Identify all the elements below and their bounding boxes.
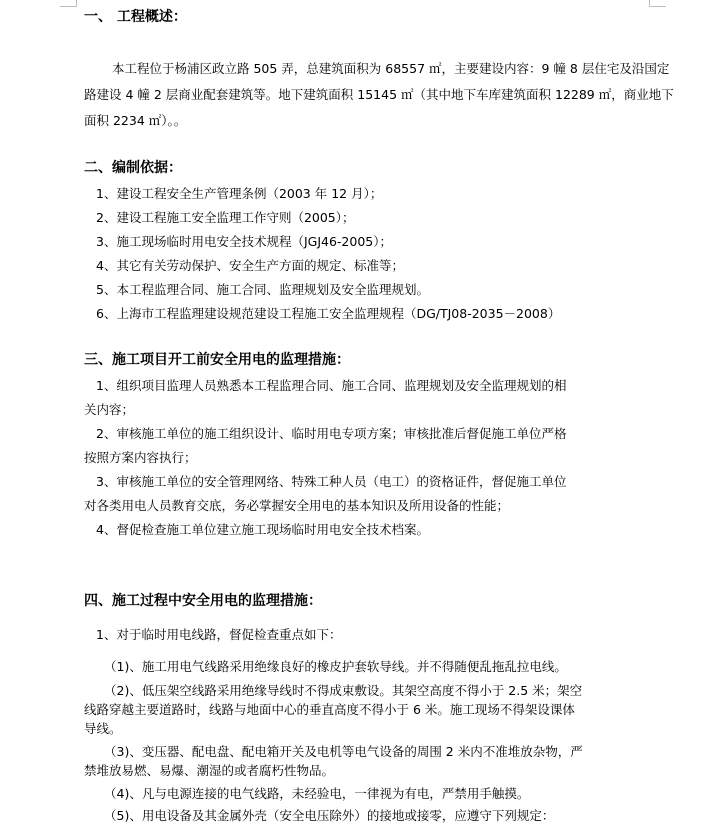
section4-line-1: 1、对于临时用电线路，督促检查重点如下：	[96, 627, 342, 642]
section2-item-6: 6、上海市工程监理建设规范建设工程施工安全监理规程（DG/TJ08-2035－2008）	[96, 306, 561, 321]
section4-line-6: （3)、变压器、配电盘、配电箱开关及电机等电气设备的周围 2 米内不准堆放杂物，严	[104, 744, 583, 759]
section4-line-2: （1)、施工用电气线路采用绝缘良好的橡皮护套软导线。并不得随便乱拖乱拉电线。	[104, 659, 567, 674]
section4-line-8: （4)、凡与电源连接的电气线路，未经验电，一律视为有电，严禁用手触摸。	[104, 786, 530, 801]
section1-line-2: 路建设 4 幢 2 层商业配套建筑等。地下建筑面积 15145 ㎡（其中地下车库建筑面积 12289 ㎡，商业地下	[84, 87, 674, 102]
section2-item-4: 4、其它有关劳动保护、安全生产方面的规定、标准等；	[96, 258, 404, 273]
section3-line-2: 关内容；	[84, 402, 135, 417]
section4-line-5: 导线。	[84, 721, 122, 736]
section2-item-1: 1、建设工程安全生产管理条例（2003 年 12 月）；	[96, 186, 383, 201]
section2-item-3: 3、施工现场临时用电安全技术规程（JGJ46-2005）；	[96, 234, 392, 249]
section3-line-3: 2、审核施工单位的施工组织设计、临时用电专项方案；审核批准后督促施工单位严格	[96, 426, 567, 441]
section4-title: 四、施工过程中安全用电的监理措施：	[84, 593, 322, 609]
section3-title: 三、施工项目开工前安全用电的监理措施：	[84, 352, 350, 368]
section3-line-5: 3、审核施工单位的安全管理网络、特殊工种人员（电工）的资格证件，督促施工单位	[96, 474, 567, 489]
section4-line-3: （2)、低压架空线路采用绝缘导线时不得成束敷设。其架空高度不得小于 2.5 米；架空	[104, 683, 583, 698]
section1-line-1: 本工程位于杨浦区政立路 505 弄，总建筑面积为 68557 ㎡，主要建设内容：9 幢 8 层住宅及沿国定	[112, 61, 670, 76]
section4-line-9: （5)、用电设备及其金属外壳（安全电压除外）的接地或接零，应遵守下列规定：	[104, 808, 555, 823]
page-corner-mark-left	[60, 0, 77, 7]
section2-title: 二、编制依据：	[84, 160, 182, 176]
section4-line-7: 禁堆放易燃、易爆、潮湿的或者腐朽性物品。	[84, 763, 335, 778]
section4-line-4: 线路穿越主要道路时，线路与地面中心的垂直高度不得小于 6 米。施工现场不得架设课体	[84, 702, 575, 717]
section2-item-2: 2、建设工程施工安全监理工作守则（2005）；	[96, 210, 355, 225]
section3-line-4: 按照方案内容执行；	[84, 450, 197, 465]
section1-line-3: 面积 2234 ㎡）。。	[84, 113, 187, 128]
section3-line-1: 1、组织项目监理人员熟悉本工程监理合同、施工合同、监理规划及安全监理规划的相	[96, 378, 567, 393]
section3-line-6: 对各类用电人员教育交底，务必掌握安全用电的基本知识及所用设备的性能；	[84, 498, 510, 513]
section2-item-5: 5、本工程监理合同、施工合同、监理规划及安全监理规划。	[96, 282, 429, 297]
page-corner-mark-right	[649, 0, 666, 7]
section1-title: 一、 工程概述：	[84, 9, 187, 25]
section3-line-7: 4、督促检查施工单位建立施工现场临时用电安全技术档案。	[96, 522, 429, 537]
